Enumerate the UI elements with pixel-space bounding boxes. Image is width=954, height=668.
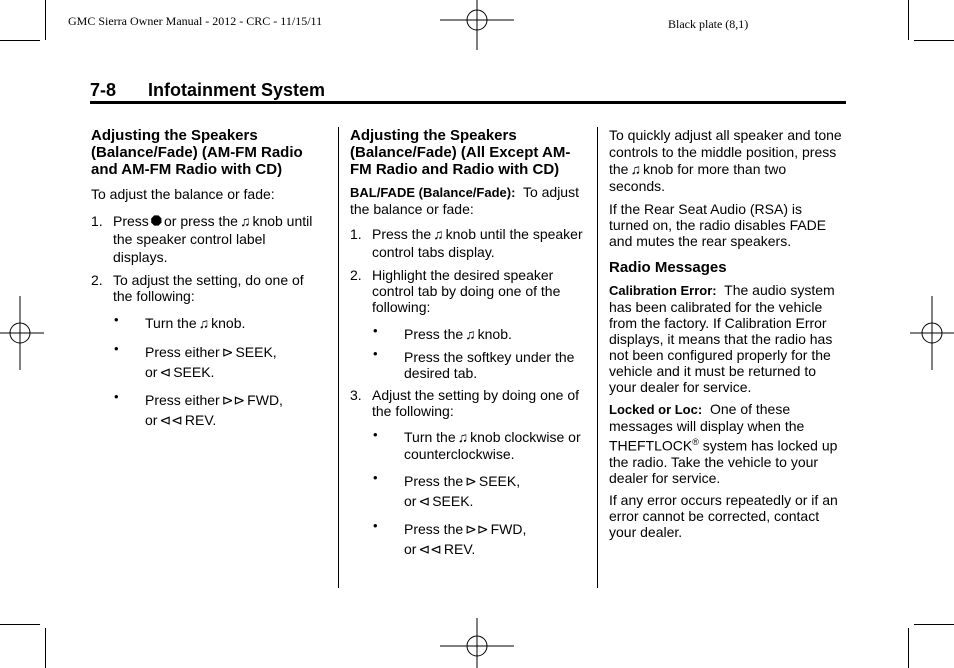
fast-forward-icon: ⊳⊳ (221, 392, 246, 408)
heading-all-except: Adjusting the Speakers (Balance/Fade) (All Except AM-FM Radio and Radio with CD) (350, 127, 571, 178)
bullet-seek: • Press either ⊳ SEEK, or ⊲ SEEK. (91, 342, 321, 382)
plate-header-left: GMC Sierra Owner Manual - 2012 - CRC - 11/15/11 (68, 14, 323, 28)
crop-mark (0, 624, 40, 625)
music-icon: ♫ (630, 161, 641, 177)
registration-mark-left (0, 296, 44, 370)
fast-forward-icon: ⊳⊳ (465, 521, 489, 537)
music-icon: ♫ (457, 429, 469, 445)
page-number: 7-8 (90, 80, 117, 100)
registration-mark-bottom (440, 618, 514, 668)
rewind-icon: ⊲⊲ (159, 412, 183, 428)
bal-fade-paragraph: BAL/FADE (Balance/Fade): To adjust the balance or fade: (350, 184, 579, 217)
step-2: 2. Highlight the desired speaker control tab by doing one of the following: (350, 267, 561, 315)
step-2: 2. To adjust the setting, do one of the following: (91, 272, 304, 304)
column-divider (597, 127, 598, 588)
seek-down-icon: ⊲ (418, 493, 431, 509)
tone-icon: ⯃ (150, 213, 162, 229)
registration-mark-top (440, 0, 514, 50)
music-icon: ♫ (198, 315, 210, 331)
bullet-softkey: • Press the softkey under the desired tab. (350, 349, 585, 381)
crop-mark (908, 628, 909, 668)
bullet-seek: • Press the ⊳ SEEK, or ⊲ SEEK. (350, 471, 585, 511)
middle-position-paragraph: To quickly adjust all speaker and tone controls to the middle position, press the ♫ knob for more than two seconds. (609, 127, 842, 194)
bullet-press-knob: • Press the ♫ knob. (350, 325, 585, 343)
calibration-error-paragraph: Calibration Error: The audio system has been calibrated for the vehicle from the factory. If Calibration Error displays, it means that the radio has not been configured properly for the vehicle and it must be returned to your dealer for service. (609, 282, 835, 395)
section-name: Infotainment System (148, 80, 326, 100)
section-title (90, 80, 325, 101)
music-icon: ♫ (239, 213, 251, 229)
header-rule (90, 101, 846, 104)
rewind-icon: ⊲⊲ (418, 541, 442, 557)
column-3 (609, 127, 845, 540)
step-1: 1. Press the ♫ knob until the speaker control tabs display. (350, 226, 583, 260)
intro-text: To adjust the balance or fade: (91, 186, 275, 202)
locked-paragraph: Locked or Loc: One of these messages will display when the THEFTLOCK® system has locked up the radio. Take the vehicle to your dealer for service. (609, 401, 838, 486)
bullet-turn-knob: • Turn the ♫ knob. (91, 314, 321, 332)
bullet-fwd-rev: • Press the ⊳⊳ FWD, or ⊲⊲ REV. (350, 519, 585, 559)
bullet-fwd-rev: • Press either ⊳⊳ FWD, or ⊲⊲ REV. (91, 390, 321, 430)
crop-mark (908, 0, 909, 40)
plate-header-right: Black plate (8,1) (668, 17, 749, 31)
crop-mark (914, 624, 954, 625)
heading-am-fm: Adjusting the Speakers (Balance/Fade) (AM-FM Radio and AM-FM Radio with CD) (91, 127, 303, 178)
column-1 (91, 127, 321, 430)
music-icon: ♫ (433, 226, 444, 242)
bullet-turn-knob: • Turn the ♫ knob clockwise or counterclockwise. (350, 429, 585, 463)
registered-mark: ® (692, 437, 699, 447)
step-3: 3. Adjust the setting by doing one of the following: (350, 387, 580, 419)
crop-mark (914, 40, 954, 41)
rsa-paragraph: If the Rear Seat Audio (RSA) is turned on, the radio disables FADE and mutes the rear speakers. (609, 201, 827, 249)
repeated-error-paragraph: If any error occurs repeatedly or if an error cannot be corrected, contact your dealer. (609, 491, 838, 540)
music-icon: ♫ (465, 326, 476, 342)
seek-up-icon: ⊳ (221, 344, 234, 360)
crop-mark (0, 40, 40, 41)
crop-mark (45, 628, 46, 668)
heading-radio-messages: Radio Messages (609, 259, 727, 276)
registration-mark-right (910, 296, 954, 370)
seek-up-icon: ⊳ (465, 473, 477, 489)
column-divider (338, 127, 339, 588)
step-1: 1. Press ⯃ or press the ♫ knob until the speaker control label displays. (91, 213, 313, 265)
crop-mark (45, 0, 46, 40)
seek-down-icon: ⊲ (159, 364, 172, 380)
column-2 (350, 127, 585, 559)
